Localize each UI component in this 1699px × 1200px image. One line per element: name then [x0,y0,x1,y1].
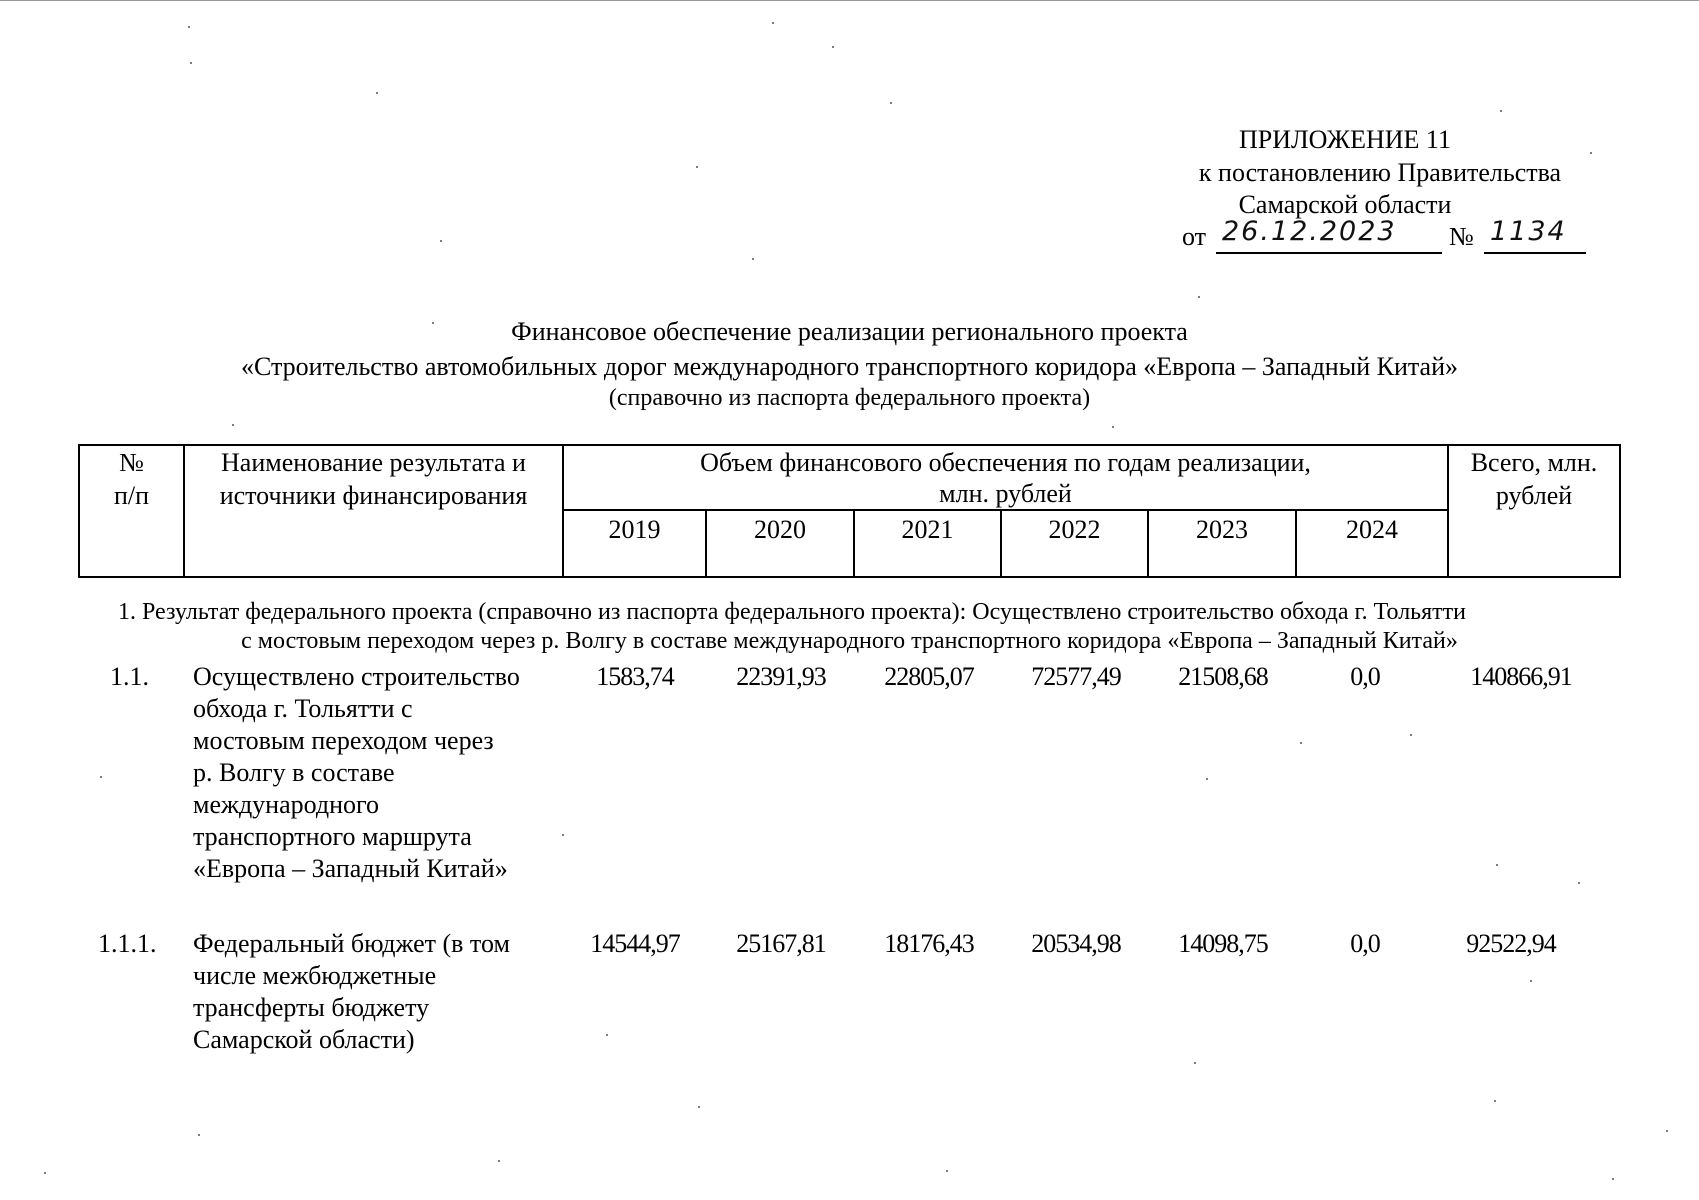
header-num-col: № п/п [113,448,150,510]
heading-line-3: (справочно из паспорта федерального проекта) [608,385,1091,411]
heading-line-1: Финансовое обеспечение реализации регионального проекта [511,317,1188,346]
handwritten-number: 1134 [1490,216,1567,247]
row-value-2020: 22391,93 [736,662,826,691]
row-value-2019: 14544,97 [590,929,680,958]
row-value-2023: 14098,75 [1178,929,1268,958]
row-value-2022: 72577,49 [1031,662,1121,691]
page-top-border [0,0,1699,1]
header-year: 2021 [901,515,954,544]
row-value-2024: 0,0 [1350,929,1380,958]
header-name-col: Наименование результата и источники финансирования [219,448,528,510]
row-number: 1.1. [110,662,149,691]
row-value-2022: 20534,98 [1031,929,1121,958]
header-year: 2020 [754,515,806,544]
table-header [78,444,1621,578]
number-underline [1484,252,1586,254]
appendix-line-2: Самарской области [1238,190,1452,219]
date-underline [1216,252,1442,254]
date-prefix: от [1182,222,1207,251]
row-value-2023: 21508,68 [1178,662,1268,691]
header-volume-col: Объем финансового обеспечения по годам реализации, млн. рублей [700,448,1311,508]
row-value-2019: 1583,74 [596,662,674,691]
appendix-line-1: к постановлению Правительства [1198,158,1562,187]
handwritten-date: 26.12.2023 [1222,216,1397,247]
heading-line-2: «Строительство автомобильных дорог международного транспортного коридора «Европа – Западный Китай» [240,352,1458,381]
section-line-1: 1. Результат федерального проекта (справочно из паспорта федерального проекта): Осуществлено строительство обхода г. Тольятти [118,599,1466,625]
appendix-title: ПРИЛОЖЕНИЕ 11 [1239,125,1451,154]
header-year: 2019 [608,515,661,544]
number-prefix: № [1449,222,1474,251]
row-number: 1.1.1. [98,929,157,958]
header-year: 2022 [1048,515,1101,544]
header-year: 2023 [1196,515,1248,544]
section-line-2: с мостовым переходом через р. Волгу в составе международного транспортного коридора «Европа – Западный Китай» [241,628,1458,654]
row-value-2020: 25167,81 [736,929,826,958]
header-total-col: Всего, млн. рублей [1470,448,1598,510]
row-value-2021: 18176,43 [884,929,974,958]
row-name: Осуществлено строительство обхода г. Тольятти с мостовым переходом через р. Волгу в составе международного транспортного маршрута «Европа – Западный Китай» [193,662,520,883]
row-value-2021: 22805,07 [884,662,974,691]
row-name: Федеральный бюджет (в том числе межбюджетные трансферты бюджету Самарской области) [193,929,510,1054]
header-year: 2024 [1346,515,1398,544]
row-total: 92522,94 [1466,929,1556,958]
row-total: 140866,91 [1470,662,1572,691]
row-value-2024: 0,0 [1350,662,1380,691]
